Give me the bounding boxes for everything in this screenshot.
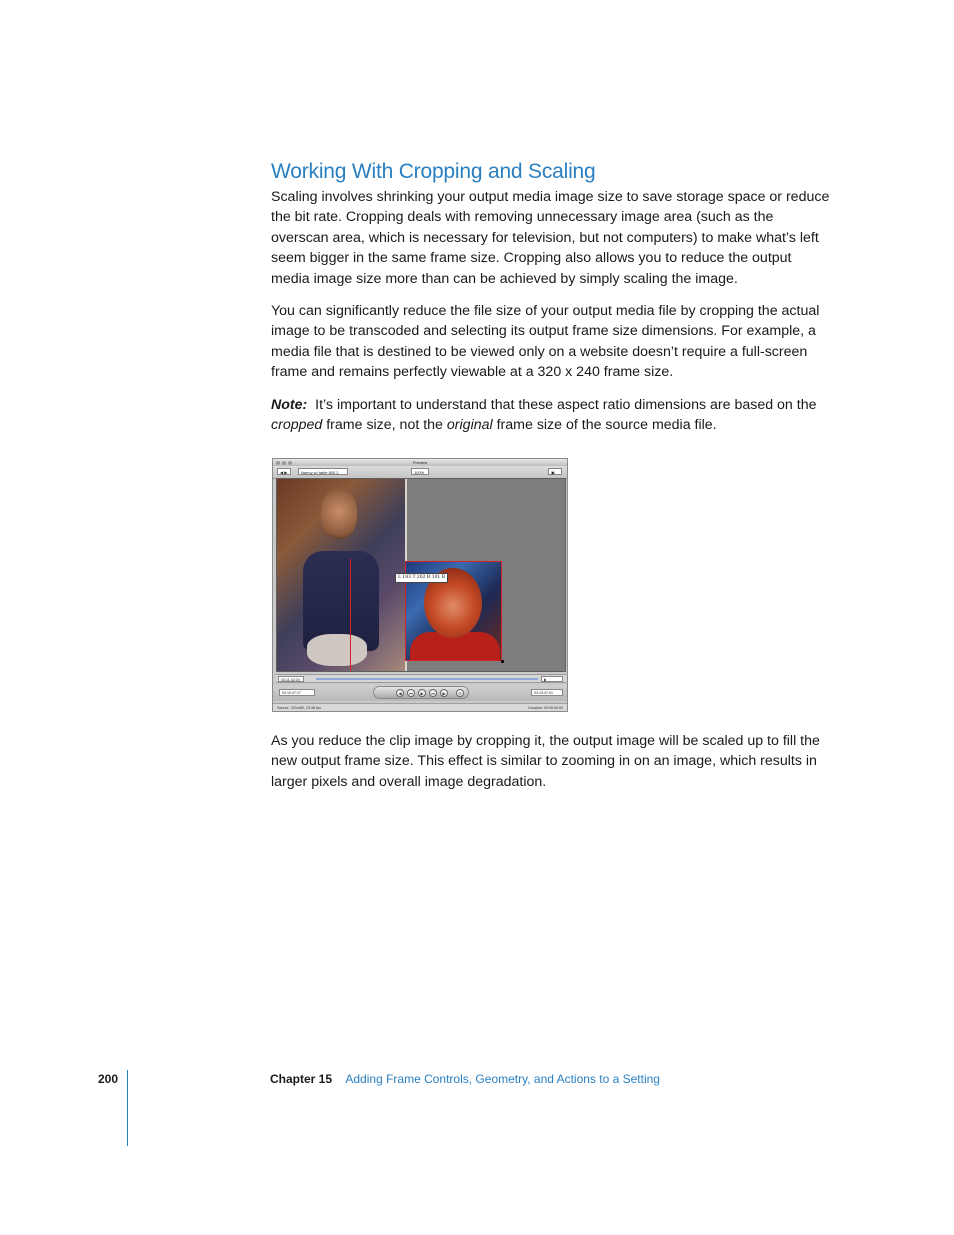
transport-controls <box>273 685 567 701</box>
previous-button[interactable]: ⏮ <box>407 689 415 697</box>
paragraph-file-size: You can significantly reduce the file size of your output media file by cropping the actual image to be transcoded and selecting its output frame size dimensions. For example, a media file that is destined to be viewed only on a website doesn’t require a full-screen frame and remains perfectly viewable at a 320 x 240 frame size. <box>271 303 820 381</box>
source-frame-image <box>277 479 405 672</box>
minimize-window-icon[interactable] <box>282 461 286 465</box>
close-window-icon[interactable] <box>276 461 280 465</box>
playhead-scrubber[interactable] <box>316 678 538 680</box>
timecode-in[interactable]: 03:11:32:04 <box>278 676 304 682</box>
crop-readout: L 183 T 202 R 101 B <box>395 573 448 583</box>
status-bar <box>273 703 567 712</box>
preview-canvas[interactable] <box>276 478 566 672</box>
paragraph-scaling-intro: Scaling involves shrinking your output media image size to save storage space or reduce the bit rate. Cropping deals with removing unnecessary image area (such as the overscan area, which is necessary for television, but not computers) to make what’s left seem bigger in the same frame size. Cropping also allows you to reduce the output media image size more than can be achieved by simply scaling the image. <box>271 189 830 287</box>
page-heading: Working With Cropping and Scaling <box>271 160 596 183</box>
note-paragraph <box>271 395 831 436</box>
window-titlebar <box>273 459 567 466</box>
page-number: 200 <box>98 1072 119 1086</box>
next-button[interactable]: ⏭ <box>429 689 437 697</box>
play-button[interactable]: ▶ <box>418 689 426 697</box>
status-duration: Duration: 00:00:00:00 <box>528 706 563 710</box>
chapter-title: Adding Frame Controls, Geometry, and Actions to a Setting <box>345 1072 660 1086</box>
chapter-footer <box>270 1072 660 1086</box>
note-emphasis-cropped: cropped <box>271 417 323 434</box>
preview-window-screenshot <box>272 458 568 712</box>
loop-button[interactable]: ⟳ <box>456 689 464 697</box>
forward-button[interactable]: ▶ <box>440 689 448 697</box>
out-marker[interactable]: ▮ <box>541 676 563 682</box>
rewind-button[interactable]: ◀ <box>396 689 404 697</box>
zoom-menu[interactable]: 100% <box>411 468 429 475</box>
note-emphasis-original: original <box>446 417 493 434</box>
note-text-1: It’s important to understand that these aspect ratio dimensions are based on the <box>315 397 817 413</box>
source-menu[interactable]: Nanny w/ table 800.2 <box>298 468 348 475</box>
note-text-2: frame size, not the <box>326 417 443 434</box>
transport-pill <box>373 686 469 699</box>
nav-arrows[interactable]: ◀ ▶ <box>277 468 291 475</box>
timeline-bar <box>276 674 566 683</box>
window-title: Preview <box>412 460 428 465</box>
chapter-label: Chapter 15 <box>270 1072 333 1086</box>
view-toggle[interactable]: ▣ <box>548 468 562 475</box>
status-source-info: Source: 720x480, 23.98 fps <box>277 706 321 710</box>
timecode-out[interactable]: 03:13:47:01 <box>531 689 563 696</box>
timecode-current[interactable]: 03:10:47:17 <box>279 689 315 696</box>
crop-handle[interactable] <box>501 660 504 663</box>
zoom-window-icon[interactable] <box>288 461 292 465</box>
crop-guide-line <box>350 559 351 672</box>
note-text-3: frame size of the source media file. <box>496 417 717 434</box>
paragraph-degradation: As you reduce the clip image by cropping it, the output image will be scaled up to fill the new output frame size. This effect is similar to zooming in on an image, which results in larger pixels and overall image degradation. <box>271 733 820 790</box>
note-label: Note: <box>271 397 308 413</box>
footer-divider <box>127 1070 128 1146</box>
